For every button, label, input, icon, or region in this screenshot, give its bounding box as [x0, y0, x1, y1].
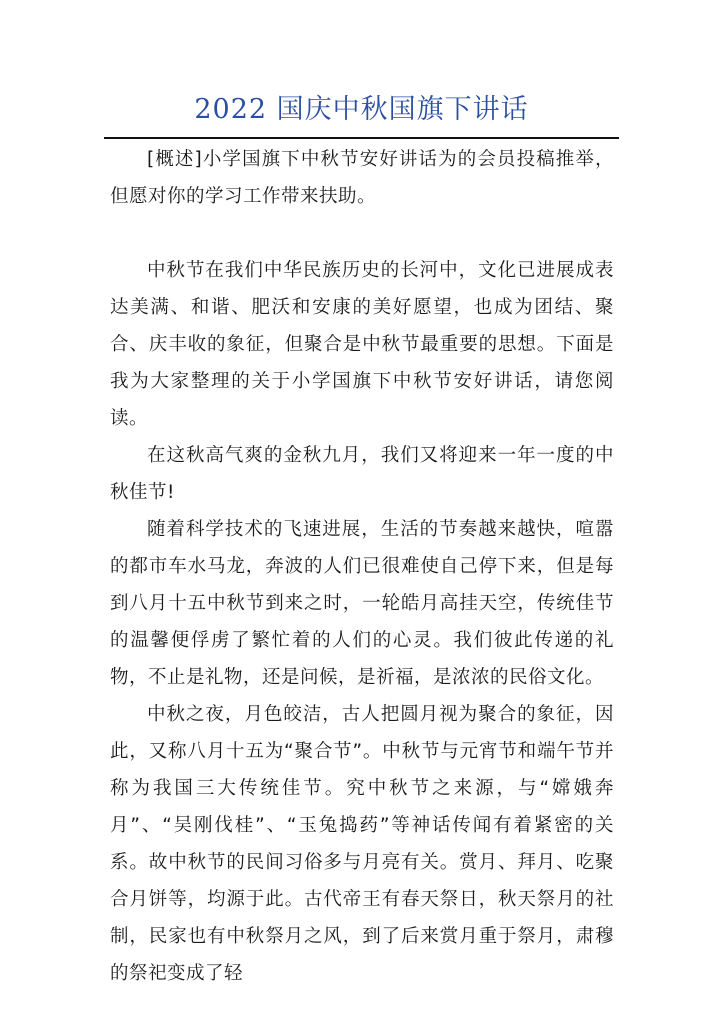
autumn-paragraph: 在这秋高气爽的金秋九月，我们又将迎来一年一度的中秋佳节!: [110, 445, 614, 503]
document-body: [110, 141, 614, 992]
document-title: 2022 国庆中秋国旗下讲话: [194, 94, 529, 125]
summary-paragraph: [概述]小学国旗下中秋节安好讲话为的会员投稿推举，但愿对你的学习工作带来扶助。: [110, 149, 614, 207]
title-divider: [104, 137, 619, 139]
intro-paragraph: 中秋节在我们中华民族历史的长河中，文化已进展成表达美满、和谐、肥沃和安康的美好愿望，也成为团结、聚合、庆丰收的象征，但聚合是中秋节最重要的思想。下面是我为大家整理的关于小学国旗下中秋节安好讲话，请您阅读。: [110, 260, 614, 429]
blank-line: [110, 215, 614, 252]
festival-origin-paragraph: 中秋之夜，月色皎洁，古人把圆月视为聚合的象征，因此，又称八月十五为“聚合节”。中秋节与元宵节和端午节并称为我国三大传统佳节。究中秋节之来源，与“嫦娥奔月”、“吴刚伐桂”、“玉兔捣药”等神话传闻有着紧密的关系。故中秋节的民间习俗多与月亮有关。赏月、拜月、吃聚合月饼等，均源于此。古代帝王有春天祭日，秋天祭月的社制，民家也有中秋祭月之风，到了后来赏月重于祭月，肃穆的祭祀变成了轻: [110, 704, 614, 984]
modern-life-paragraph: 随着科学技术的飞速进展，生活的节奏越来越快，喧嚣的都市车水马龙，奔波的人们已很难使自己停下来，但是每到八月十五中秋节到来之时，一轮皓月高挂天空，传统佳节的温馨便俘虏了繁忙着的人们的心灵。我们彼此传递的礼物，不止是礼物，还是问候，是祈福，是浓浓的民俗文化。: [110, 519, 614, 688]
